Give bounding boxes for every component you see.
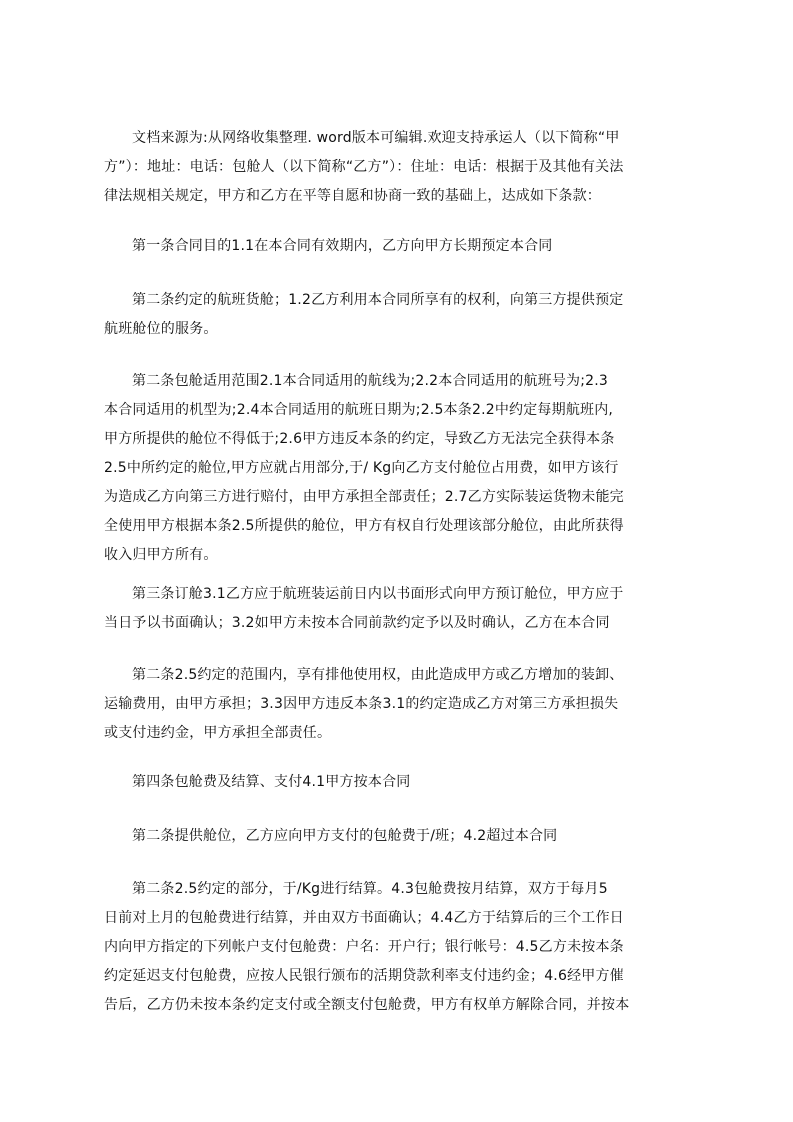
text-line: 第二条约定的航班货舱；1.2乙方利用本合同所享有的权利，向第三方提供预定 — [132, 292, 624, 308]
text-line: 第四条包舱费及结算、支付4.1甲方按本合同 — [132, 774, 411, 790]
text-line: 第二条包舱适用范围2.1本合同适用的航线为;2.2本合同适用的航班号为;2.3 — [132, 373, 609, 389]
paragraph-article-4 — [104, 768, 696, 797]
text-line: 全使用甲方根据本条2.5所提供的舱位，甲方有权自行处理该部分舱位，由此所获得 — [104, 518, 624, 534]
paragraph-article-2-cargo — [104, 286, 696, 344]
paragraph-article-1 — [104, 232, 696, 261]
text-line: 第二条2.5约定的范围内，享有排他使用权，由此造成甲方或乙方增加的装卸、 — [132, 667, 624, 683]
text-line: 甲方所提供的舱位不得低于;2.6甲方违反本条的约定，导致乙方无法完全获得本条 — [104, 431, 615, 447]
paragraph-intro — [104, 124, 696, 211]
text-line: 第二条2.5约定的部分，于/Kg进行结算。4.3包舱费按月结算，双方于每月5 — [132, 881, 608, 897]
paragraph-article-2-fee — [104, 822, 696, 851]
text-line: 约定延迟支付包舱费，应按人民银行颁布的活期贷款利率支付违约金；4.6经甲方催 — [104, 968, 624, 984]
text-line: 航班舱位的服务。 — [104, 321, 218, 337]
text-line: 方”）：地址：电话：包舱人（以下简称“乙方”）：住址：电话：根据于及其他有关法 — [104, 159, 624, 175]
text-line: 文档来源为:从网络收集整理. word版本可编辑.欢迎支持承运人（以下简称“甲 — [132, 130, 620, 146]
text-line: 内向甲方指定的下列帐户支付包舱费：户名：开户行；银行帐号：4.5乙方未按本条 — [104, 939, 624, 955]
paragraph-article-3 — [104, 580, 696, 638]
text-line: 告后，乙方仍未按本条约定支付或全额支付包舱费，甲方有权单方解除合同，并按本 — [104, 997, 630, 1013]
text-line: 为造成乙方向第三方进行赔付，由甲方承担全部责任；2.7乙方实际装运货物未能完 — [104, 489, 624, 505]
text-line: 日前对上月的包舱费进行结算，并由双方书面确认；4.4乙方于结算后的三个工作日 — [104, 910, 624, 926]
text-line: 第一条合同目的1.1在本合同有效期内，乙方向甲方长期预定本合同 — [132, 238, 553, 254]
text-line: 律法规相关规定，甲方和乙方在平等自愿和协商一致的基础上，达成如下条款： — [104, 188, 601, 204]
paragraph-article-2-exclusive — [104, 661, 696, 748]
text-line: 本合同适用的机型为;2.4本合同适用的航班日期为;2.5本条2.2中约定每期航班内, — [104, 402, 614, 418]
paragraph-article-2-scope — [104, 367, 696, 570]
paragraph-article-2-settlement — [104, 875, 696, 1020]
text-line: 当日予以书面确认；3.2如甲方未按本合同前款约定予以及时确认，乙方在本合同 — [104, 615, 610, 631]
text-line: 收入归甲方所有。 — [104, 547, 218, 563]
text-line: 2.5中所约定的舱位,甲方应就占用部分,于/ Kg向乙方支付舱位占用费，如甲方该行 — [104, 460, 619, 476]
text-line: 或支付违约金，甲方承担全部责任。 — [104, 725, 332, 741]
text-line: 第三条订舱3.1乙方应于航班装运前日内以书面形式向甲方预订舱位，甲方应于 — [132, 586, 624, 602]
text-line: 第二条提供舱位，乙方应向甲方支付的包舱费于/班；4.2超过本合同 — [132, 828, 558, 844]
text-line: 运输费用，由甲方承担；3.3因甲方违反本条3.1的约定造成乙方对第三方承担损失 — [104, 696, 619, 712]
